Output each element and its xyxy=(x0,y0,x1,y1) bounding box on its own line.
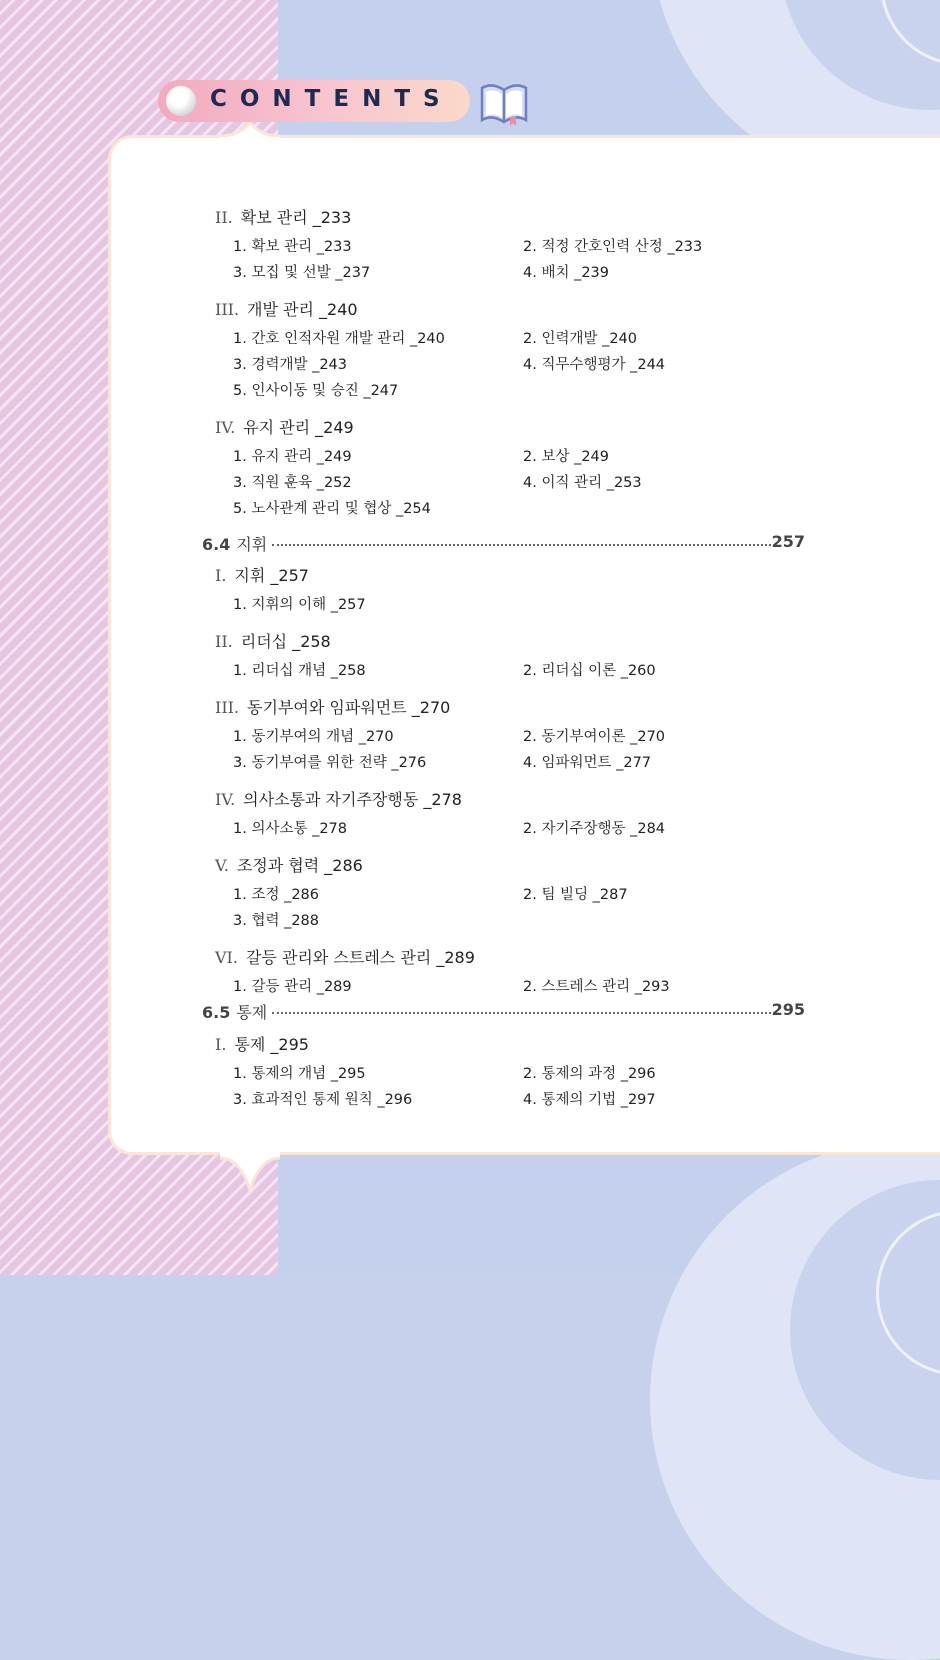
section-heading xyxy=(215,297,358,320)
toc-item: 2. 리더십 이론 _260 xyxy=(523,663,656,679)
section-number: I. xyxy=(215,566,227,585)
section-heading xyxy=(215,695,450,718)
section-number: V. xyxy=(215,856,229,875)
toc-item: 2. 통제의 과정 _296 xyxy=(523,1066,656,1082)
section-title: 유지 관리 _249 xyxy=(243,418,354,437)
chapter-number: 6.4 xyxy=(202,535,231,554)
toc-item: 1. 의사소통 _278 xyxy=(233,821,348,837)
section-heading xyxy=(215,787,462,810)
section-heading xyxy=(215,1032,309,1055)
section-heading xyxy=(215,205,351,228)
section-title: 조정과 협력 _286 xyxy=(236,856,363,875)
section-title: 확보 관리 _233 xyxy=(240,208,352,227)
section-heading xyxy=(215,563,309,586)
toc-item: 1. 간호 인적자원 개발 관리 _240 xyxy=(233,331,445,347)
toc-item: 2. 스트레스 관리 _293 xyxy=(523,979,670,995)
chapter-page: 295 xyxy=(771,1000,805,1019)
toc-item: 1. 확보 관리 _233 xyxy=(233,239,352,255)
toc-item: 1. 갈등 관리 _289 xyxy=(233,979,352,995)
toc-item: 4. 통제의 기법 _297 xyxy=(523,1092,656,1108)
chapter-title: 지휘 xyxy=(236,535,268,554)
section-number: II. xyxy=(215,632,233,651)
section-number: III. xyxy=(215,300,240,319)
chapter-page: 257 xyxy=(771,532,805,551)
toc-item: 3. 협력 _288 xyxy=(233,913,319,929)
toc-item: 5. 인사이동 및 승진 _247 xyxy=(233,383,399,399)
leader-dots xyxy=(272,1012,771,1014)
toc-item: 1. 통제의 개념 _295 xyxy=(233,1066,366,1082)
section-number: IV. xyxy=(215,790,236,809)
section-title: 지휘 _257 xyxy=(234,566,309,585)
section-number: I. xyxy=(215,1035,227,1054)
toc-item: 2. 자기주장행동 _284 xyxy=(523,821,666,837)
toc-item: 2. 팀 빌딩 _287 xyxy=(523,887,628,903)
section-heading xyxy=(215,853,363,876)
toc-item: 4. 배치 _239 xyxy=(523,265,609,281)
chapter-title: 통제 xyxy=(236,1003,268,1022)
toc-item: 5. 노사관계 관리 및 협상 _254 xyxy=(233,501,431,517)
section-number: VI. xyxy=(215,948,238,967)
toc-item: 1. 리더십 개념 _258 xyxy=(233,663,366,679)
toc-item: 3. 직원 훈육 _252 xyxy=(233,475,352,491)
toc-item: 3. 모집 및 선발 _237 xyxy=(233,265,371,281)
toc-item: 1. 조정 _286 xyxy=(233,887,319,903)
section-title: 통제 _295 xyxy=(234,1035,309,1054)
toc-item: 4. 직무수행평가 _244 xyxy=(523,357,666,373)
toc-item: 2. 보상 _249 xyxy=(523,449,609,465)
toc-item: 1. 동기부여의 개념 _270 xyxy=(233,729,394,745)
chapter-heading xyxy=(202,1000,805,1022)
section-title: 갈등 관리와 스트레스 관리 _289 xyxy=(245,948,475,967)
toc-item: 1. 지휘의 이해 _257 xyxy=(233,597,366,613)
chapter-label xyxy=(202,1000,271,1023)
section-heading xyxy=(215,415,354,438)
toc-item: 2. 적정 간호인력 산정 _233 xyxy=(523,239,703,255)
toc-item: 4. 임파워먼트 _277 xyxy=(523,755,652,771)
toc-item: 2. 동기부여이론 _270 xyxy=(523,729,666,745)
contents-title: CONTENTS xyxy=(210,86,453,112)
toc-item: 2. 인력개발 _240 xyxy=(523,331,638,347)
toc-item: 1. 유지 관리 _249 xyxy=(233,449,352,465)
toc-item: 3. 동기부여를 위한 전략 _276 xyxy=(233,755,427,771)
chapter-number: 6.5 xyxy=(202,1003,231,1022)
chapter-heading xyxy=(202,532,805,554)
toc-item: 3. 효과적인 통제 원칙 _296 xyxy=(233,1092,413,1108)
section-heading xyxy=(215,945,475,968)
section-number: II. xyxy=(215,208,233,227)
leader-dots xyxy=(272,544,771,546)
section-title: 개발 관리 _240 xyxy=(247,300,358,319)
section-title: 의사소통과 자기주장행동 _278 xyxy=(243,790,462,809)
toc-item: 3. 경력개발 _243 xyxy=(233,357,348,373)
section-number: III. xyxy=(215,698,240,717)
section-number: IV. xyxy=(215,418,236,437)
section-title: 동기부여와 임파워먼트 _270 xyxy=(247,698,451,717)
toc-item: 4. 이직 관리 _253 xyxy=(523,475,642,491)
section-title: 리더십 _258 xyxy=(240,632,331,651)
section-heading xyxy=(215,629,331,652)
chapter-label xyxy=(202,532,271,555)
